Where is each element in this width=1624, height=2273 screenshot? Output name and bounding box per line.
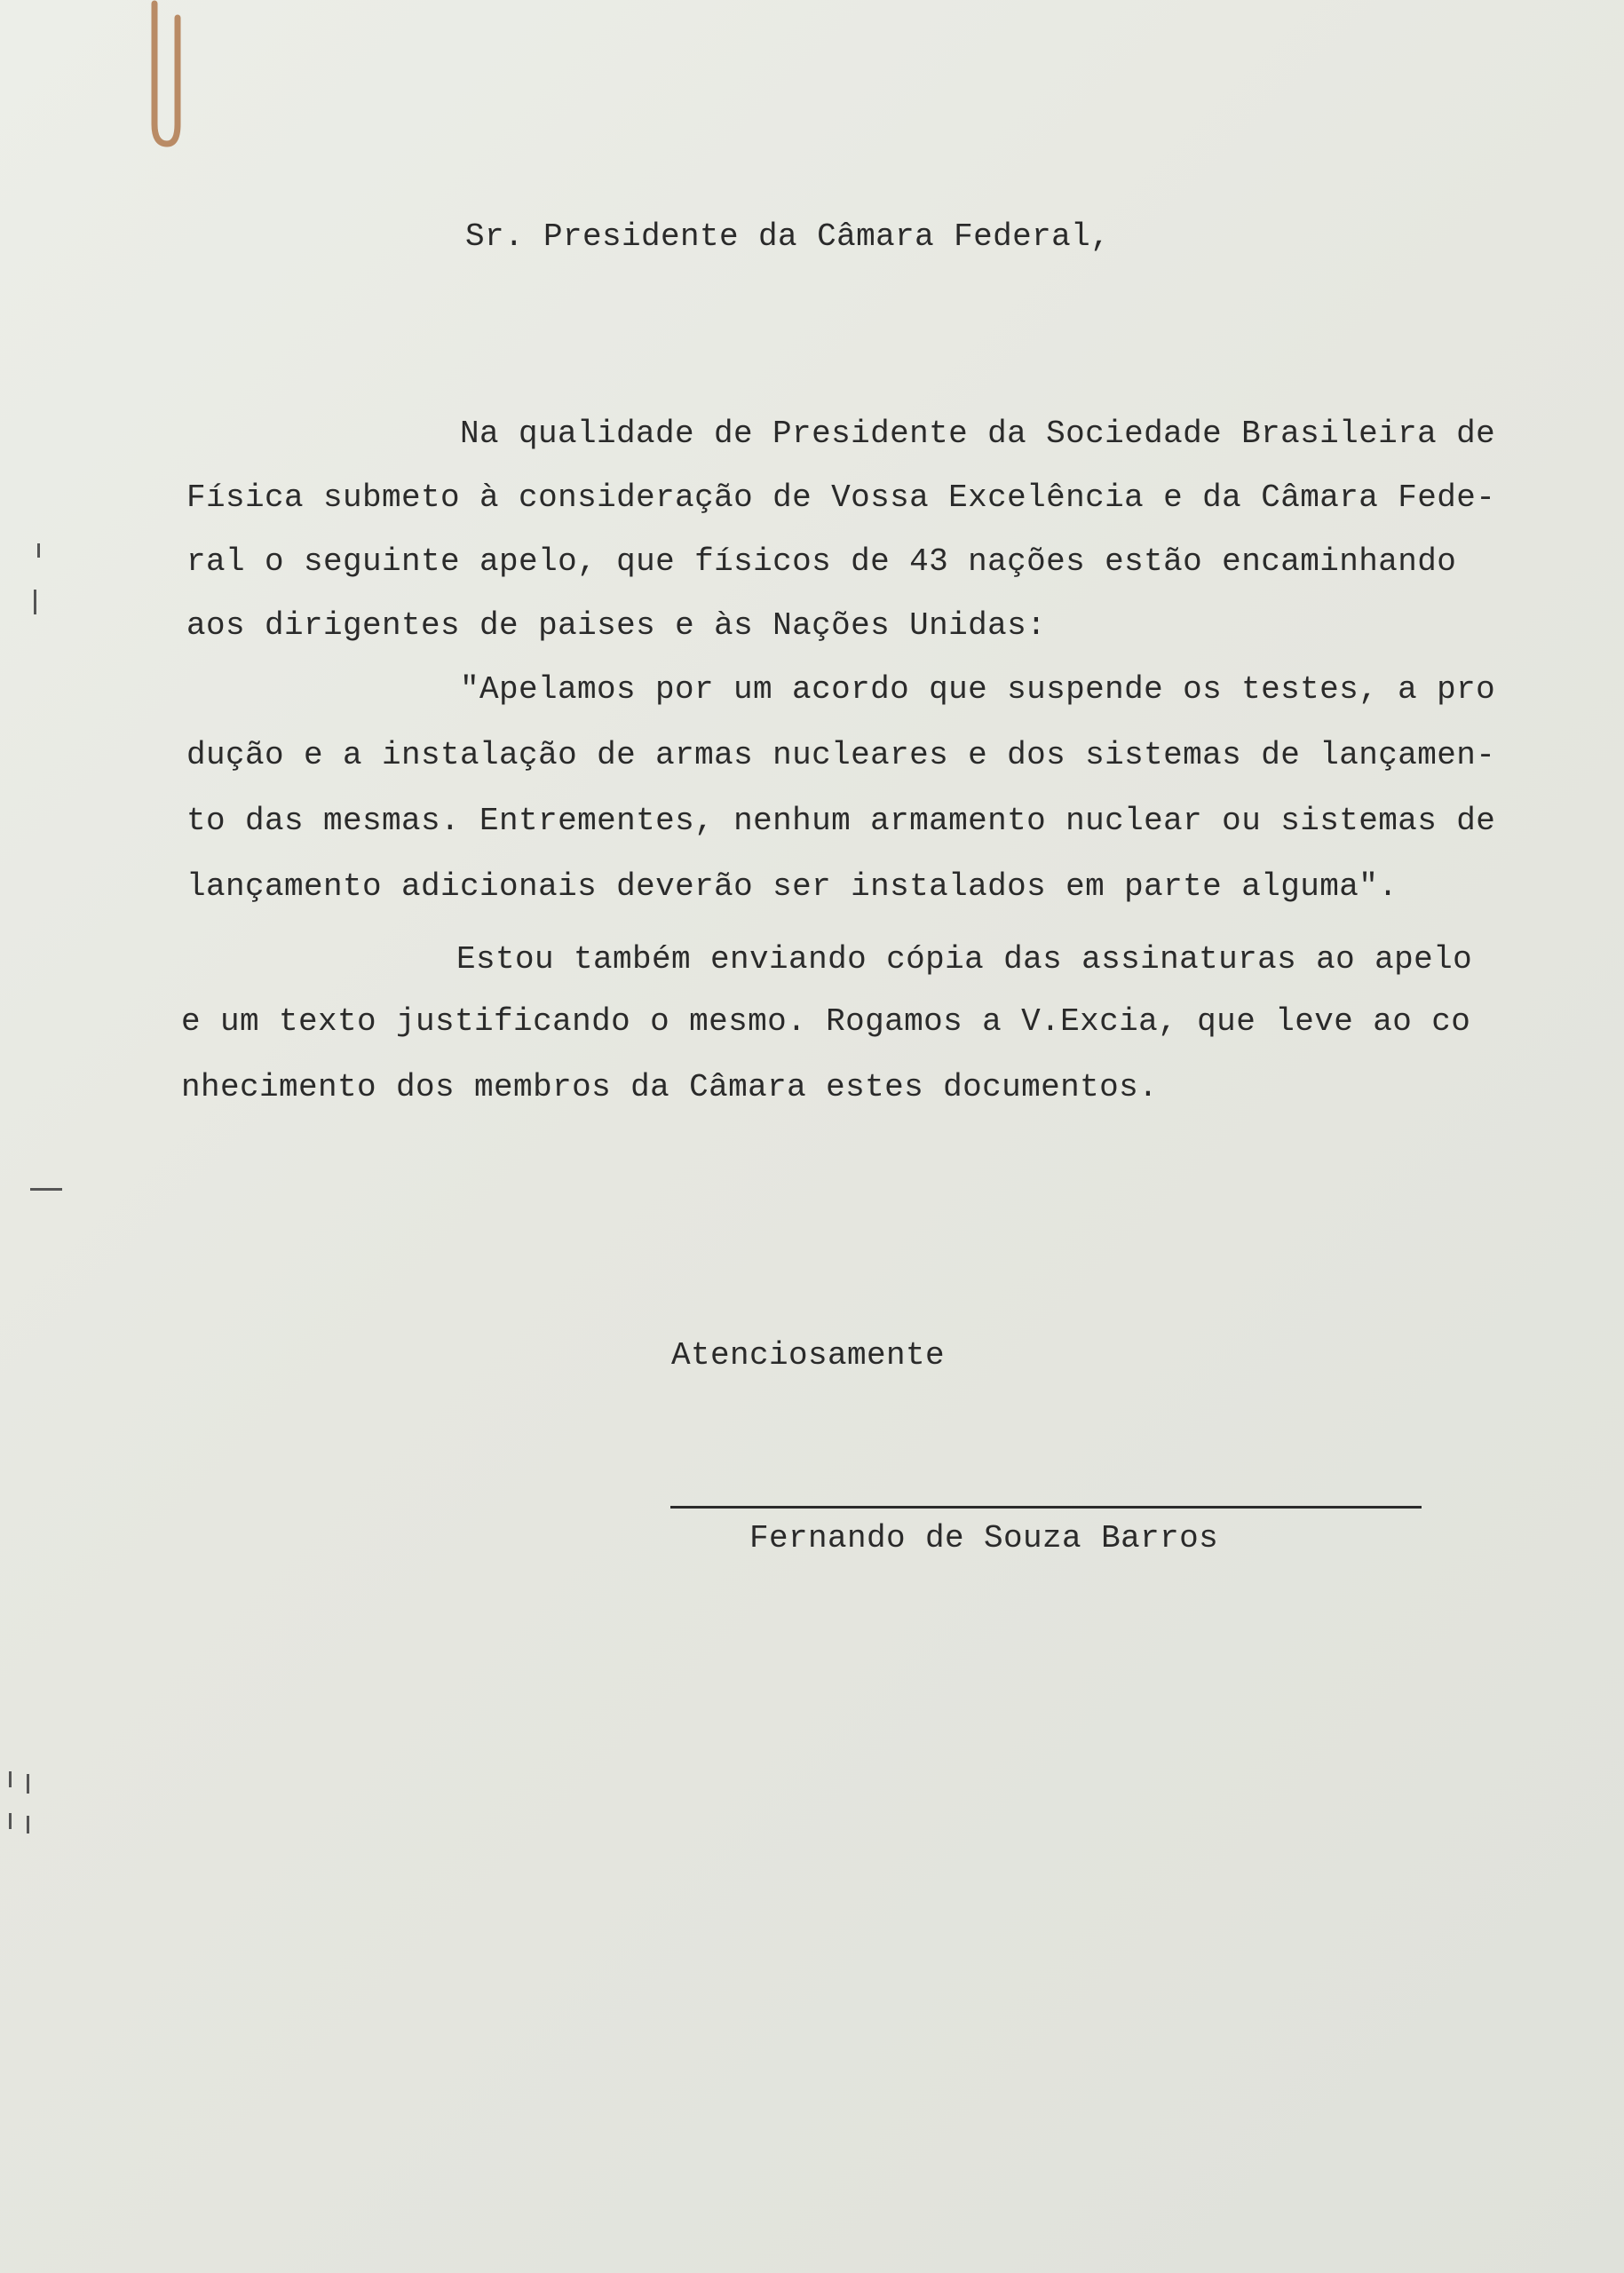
signatory-name: Fernando de Souza Barros: [749, 1520, 1219, 1556]
quote-line: lançamento adicionais deverão ser instalados em parte alguma".: [186, 868, 1398, 905]
margin-mark: [34, 590, 36, 614]
paperclip-stain-icon: [149, 0, 181, 149]
quote-line: to das mesmas. Entrementes, nenhum armamento nuclear ou sistemas de: [186, 803, 1496, 839]
body-line: Estou também enviando cópia das assinaturas ao apelo: [456, 941, 1473, 978]
body-line: e um texto justificando o mesmo. Rogamos a V.Excia, que leve ao co: [181, 1003, 1471, 1040]
body-line: ral o seguinte apelo, que físicos de 43 nações estão encaminhando: [186, 543, 1457, 580]
salutation: Sr. Presidente da Câmara Federal,: [465, 218, 1111, 255]
margin-mark: [27, 1774, 29, 1794]
body-line: nhecimento dos membros da Câmara estes documentos.: [181, 1069, 1159, 1105]
margin-mark: [9, 1813, 12, 1829]
quote-line: dução e a instalação de armas nucleares e dos sistemas de lançamen-: [186, 737, 1496, 773]
margin-mark: [37, 543, 40, 558]
signature-line: [670, 1506, 1422, 1509]
margin-mark: [30, 1188, 62, 1191]
margin-mark: [27, 1816, 29, 1833]
body-line: Física submeto à consideração de Vossa Excelência e da Câmara Fede-: [186, 479, 1496, 516]
body-line: Na qualidade de Presidente da Sociedade Brasileira de: [460, 416, 1496, 452]
closing: Atenciosamente: [671, 1337, 946, 1374]
body-line: aos dirigentes de paises e às Nações Unidas:: [186, 607, 1047, 644]
quote-line: "Apelamos por um acordo que suspende os testes, a pro: [460, 671, 1496, 708]
margin-mark: [9, 1771, 12, 1787]
